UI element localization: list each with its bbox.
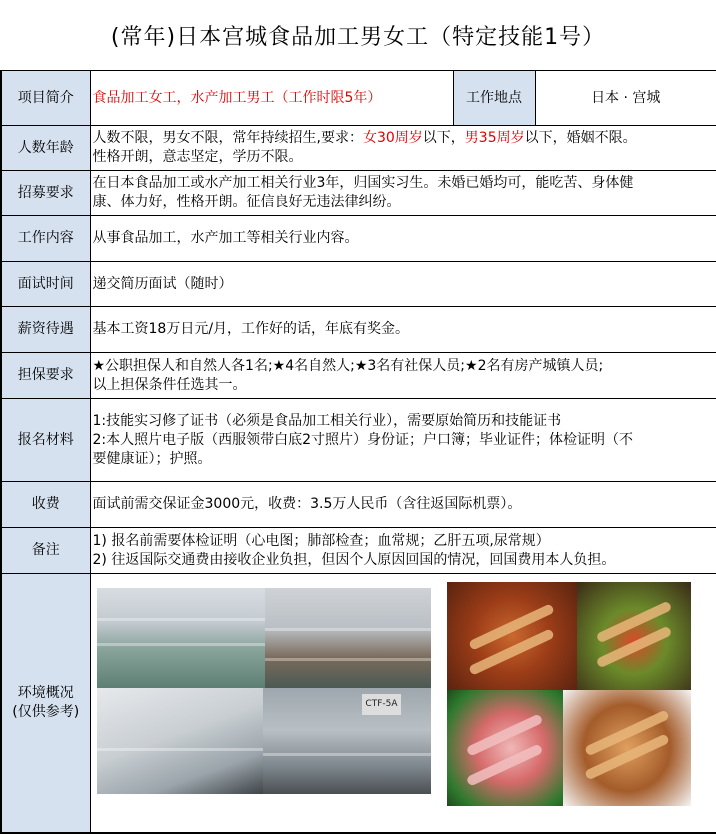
materials-line3: 要健康证）；护照。 bbox=[92, 450, 212, 467]
guarantee-line2: 以上担保条件任选其一。 bbox=[92, 376, 247, 393]
age-part3: 以下，婚姻不限。 bbox=[524, 130, 637, 146]
fee-label: 收费 bbox=[1, 482, 90, 528]
work-value: 从事食品加工，水产加工等相关行业内容。 bbox=[90, 216, 716, 262]
info-table bbox=[0, 70, 716, 834]
project-label: 项目简介 bbox=[1, 71, 90, 126]
page-title: (常年)日本宫城食品加工男女工（特定技能1号） bbox=[110, 24, 606, 50]
notes-line1: 1) 报名前需要体检证明（心电图；肺部检查；血常规；乙肝五项,尿常规） bbox=[92, 532, 550, 549]
location-label: 工作地点 bbox=[453, 71, 535, 126]
row-notes bbox=[1, 528, 716, 574]
row-project bbox=[1, 71, 716, 126]
salary-label: 薪资待遇 bbox=[1, 307, 90, 353]
recruit-label: 招募要求 bbox=[1, 171, 90, 216]
notes-line2: 2) 往返国际交通费由接收企业负担，但因个人原因回国的情况，回国费用本人负担。 bbox=[92, 551, 616, 568]
age-value bbox=[90, 126, 716, 171]
materials-value bbox=[90, 399, 716, 482]
factory-line-photo bbox=[265, 588, 431, 688]
project-text: 食品加工女工，水产加工男工（工作时限5年） bbox=[92, 89, 382, 106]
age-label: 人数年龄 bbox=[1, 126, 90, 171]
materials-label: 报名材料 bbox=[1, 399, 90, 482]
interview-label: 面试时间 bbox=[1, 262, 90, 307]
row-interview bbox=[1, 262, 716, 307]
salary-value: 基本工资18万日元/月，工作好的话，年底有奖金。 bbox=[90, 307, 716, 353]
machine-sign: CTF-5A bbox=[362, 694, 400, 715]
guarantee-value bbox=[90, 353, 716, 399]
age-part1: 人数不限，男女不限，常年持续招生,要求： bbox=[92, 130, 363, 146]
factory-hall-photo bbox=[97, 588, 265, 688]
raw-meat-skewer-photo bbox=[447, 690, 563, 806]
row-guarantee bbox=[1, 353, 716, 399]
cooked-skewer-photo bbox=[563, 690, 691, 806]
environment-label-line2: (仅供参考) bbox=[12, 703, 80, 720]
notes-label: 备注 bbox=[1, 528, 90, 574]
row-salary bbox=[1, 307, 716, 353]
interview-value: 递交简历面试（随时） bbox=[90, 262, 716, 307]
grilled-skewer-photo-1 bbox=[447, 582, 577, 690]
row-recruit bbox=[1, 171, 716, 216]
row-age bbox=[1, 126, 716, 171]
work-label: 工作内容 bbox=[1, 216, 90, 262]
row-fee bbox=[1, 482, 716, 528]
row-materials bbox=[1, 399, 716, 482]
fee-value: 面试前需交保证金3000元，收费：3.5万人民币（含往返国际机票）。 bbox=[90, 482, 716, 528]
environment-photos bbox=[90, 574, 716, 833]
guarantee-line1: ★公职担保人和自然人各1名;★4名自然人;★3名有社保人员;★2名有房产城镇人员; bbox=[92, 357, 604, 374]
age-part2: 以下， bbox=[422, 130, 465, 146]
age-line2: 性格开朗，意志坚定，学历不限。 bbox=[92, 149, 303, 165]
female-age: 女30周岁 bbox=[362, 130, 423, 146]
project-value bbox=[90, 71, 453, 126]
notes-value bbox=[90, 528, 716, 574]
grilled-skewer-photo-2 bbox=[577, 582, 691, 690]
workers-processing-photo bbox=[97, 688, 263, 794]
recruit-value bbox=[90, 171, 716, 216]
recruit-line2: 康、体力好，性格开朗。征信良好无违法律纠纷。 bbox=[92, 194, 401, 210]
machine-photo bbox=[263, 688, 431, 794]
location-value: 日本 · 宫城 bbox=[535, 71, 716, 126]
row-environment bbox=[1, 574, 716, 833]
recruit-line1: 在日本食品加工或水产加工相关行业3年，归国实习生。未婚已婚均可，能吃苦、身体健 bbox=[92, 175, 634, 191]
guarantee-label: 担保要求 bbox=[1, 353, 90, 399]
materials-line1: 1:技能实习修了证书（必须是食品加工相关行业），需要原始简历和技能证书 bbox=[92, 412, 562, 429]
environment-label bbox=[1, 574, 90, 833]
environment-label-line1: 环境概况 bbox=[17, 684, 74, 701]
materials-line2: 2:本人照片电子版（西服领带白底2寸照片）身份证；户口簿；毕业证件；体检证明（不 bbox=[92, 431, 634, 448]
row-work bbox=[1, 216, 716, 262]
male-age: 男35周岁 bbox=[464, 130, 525, 146]
